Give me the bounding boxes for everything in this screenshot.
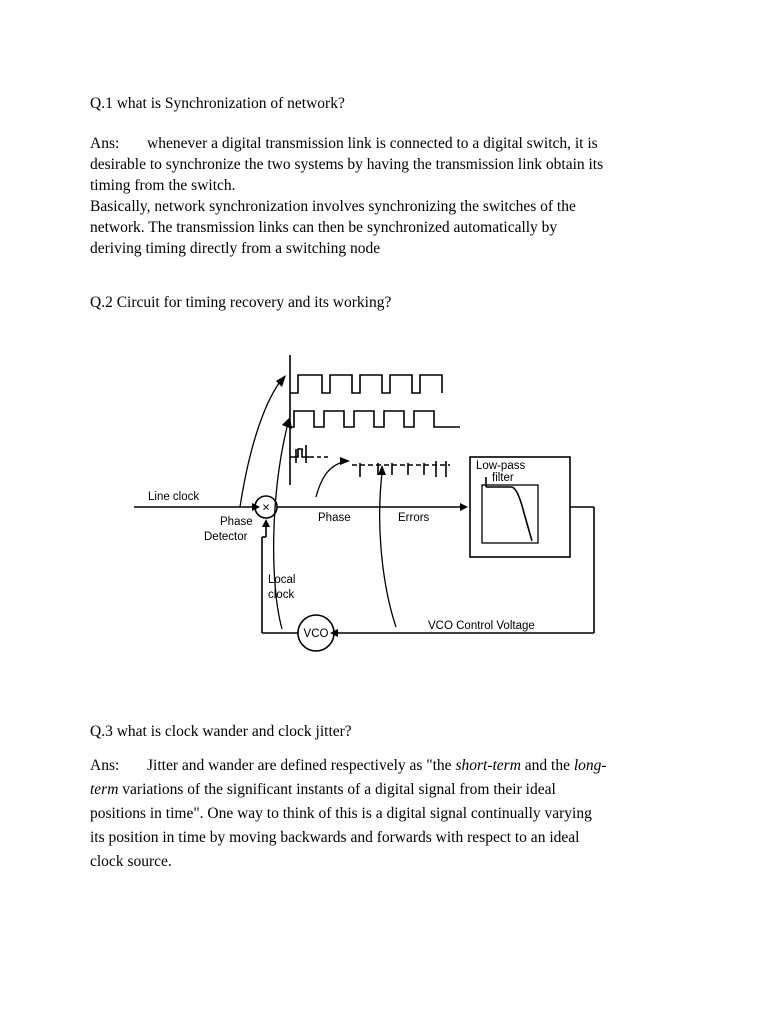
- arrow-to-line-clock: [240, 379, 282, 507]
- label-phase-detector-2: Detector: [204, 531, 248, 543]
- label-local: Local: [268, 574, 296, 586]
- local-clock-waveform: [290, 411, 460, 427]
- q3-text-1b: and the: [520, 757, 574, 774]
- q1-answer-text-1: whenever a digital transmission link is connected to a digital switch, it is: [147, 135, 598, 152]
- q3-answer-line-1: [90, 754, 670, 778]
- label-filter: filter: [492, 472, 514, 484]
- arrow-to-phase: [316, 461, 346, 497]
- q3-answer-line-4: its position in time by moving backwards and forwards with respect to an ideal: [90, 829, 580, 846]
- label-errors: Errors: [398, 512, 430, 524]
- label-line-clock: Line clock: [148, 491, 200, 503]
- label-low-pass: Low-pass: [476, 460, 526, 472]
- line-clock-waveform: [290, 375, 442, 393]
- q2-question: Q.2 Circuit for timing recovery and its working?: [90, 294, 392, 311]
- phase-error-pulses-left: [290, 449, 310, 457]
- q1-answer-line-6: deriving timing directly from a switching node: [90, 240, 381, 257]
- low-pass-filter-box: [470, 457, 570, 557]
- q1-question: Q.1 what is Synchronization of network?: [90, 95, 345, 112]
- q1-answer-line-3: timing from the switch.: [90, 177, 236, 194]
- q3-answer-line-5: clock source.: [90, 853, 172, 870]
- timing-recovery-diagram: [120, 345, 610, 670]
- q1-answer-line-2: desirable to synchronize the two systems by having the transmission link obtain its: [90, 156, 604, 173]
- multiplier-symbol: ×: [262, 499, 270, 515]
- label-vco: VCO: [303, 628, 329, 640]
- q3-text-1a: Jitter and wander are defined respectively as "the: [147, 757, 456, 774]
- q3-question: Q.3 what is clock wander and clock jitter?: [90, 723, 352, 740]
- q1-answer: [90, 133, 670, 259]
- label-vco-control-voltage: VCO Control Voltage: [428, 620, 535, 632]
- filter-response-curve: [486, 487, 532, 541]
- q3-long-term-part2: term: [90, 781, 119, 798]
- arrow-to-errors: [380, 473, 396, 627]
- label-phase: Phase: [318, 512, 351, 524]
- q1-answer-line-4: Basically, network synchronization involves synchronizing the switches of the: [90, 198, 576, 215]
- q3-ans-label: Ans:: [90, 757, 120, 774]
- q1-ans-label: Ans:: [90, 135, 120, 152]
- q1-answer-line-5: network. The transmission links can then be synchronized automatically by: [90, 219, 558, 236]
- q1-answer-line-1: [90, 133, 670, 154]
- q3-answer-line-2: [90, 778, 670, 802]
- label-phase-detector-1: Phase: [220, 516, 253, 528]
- q3-long-term-part1: long-: [573, 757, 607, 774]
- label-clock: clock: [268, 589, 295, 601]
- q3-answer: [90, 754, 670, 874]
- q3-short-term: short-term: [455, 757, 521, 774]
- q3-answer-line-3: positions in time". One way to think of this is a digital signal continually varying: [90, 805, 592, 822]
- q3-text-2b: variations of the significant instants of a digital signal from their ideal: [118, 781, 556, 798]
